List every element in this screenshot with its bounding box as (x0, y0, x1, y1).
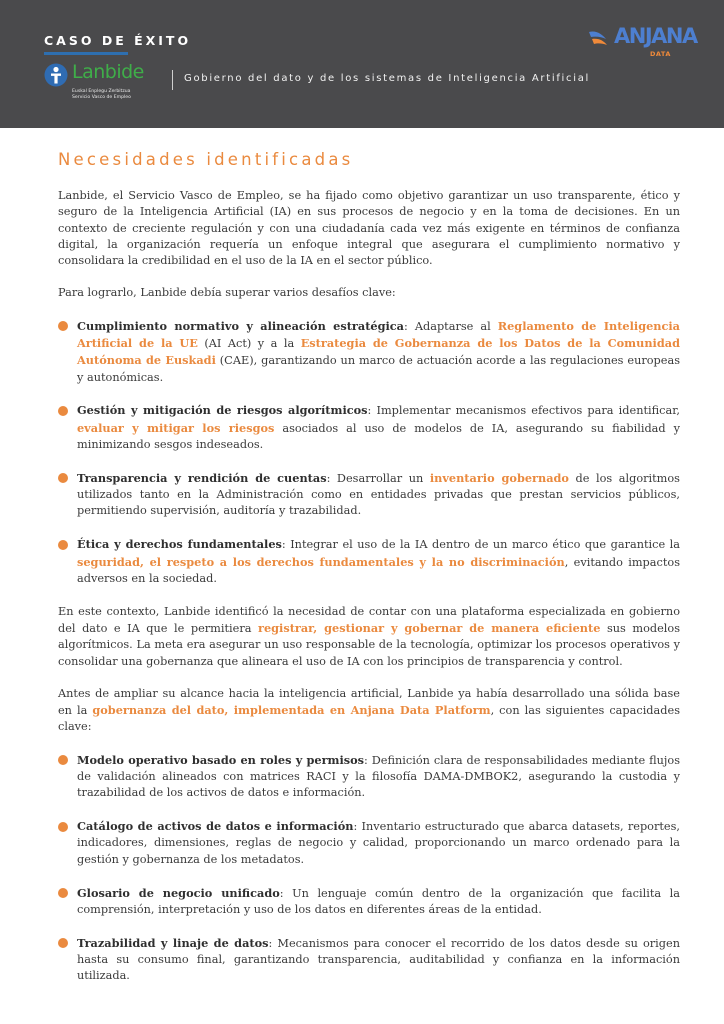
anjana-data-label: DATA (650, 50, 671, 58)
list-item (58, 402, 680, 453)
highlight-link: inventario gobernado (429, 470, 569, 485)
item-title: Catálogo de activos de datos e información (77, 819, 354, 834)
item-title: Glosario de negocio unificado (77, 885, 280, 900)
item-title: Transparencia y rendición de cuentas (77, 470, 327, 485)
item-text: : Un lenguaje común dentro de la organización que facilita la comprensión, interpretación y uso de los datos en diferentes áreas de la entidad. (77, 886, 680, 916)
list-item (58, 752, 680, 802)
list-item (58, 885, 680, 919)
bullet-dot-icon (58, 822, 68, 832)
bullet-dot-icon (58, 540, 68, 550)
section-title: Necesidades identificadas (58, 150, 354, 169)
list-item (58, 318, 680, 386)
item-title: Trazabilidad y linaje de datos (77, 935, 269, 950)
lanbide-tagline-es: Servicio Vasco de Empleo (72, 95, 131, 100)
bullet-dot-icon (58, 321, 68, 331)
lanbide-logo (44, 61, 144, 103)
item-title: Ética y derechos fundamentales (77, 537, 282, 552)
bullet-dot-icon (58, 406, 68, 416)
intro-paragraph: Lanbide, el Servicio Vasco de Empleo, se ha fijado como objetivo garantizar un uso transparente, ético y seguro de la Inteligencia Artificial (IA) en sus procesos de negocio y en la toma de decisiones. En un contexto de creciente regulación y con una ciudadanía cada vez más exigente en términos de confianza digital, la organización requería un enfoque integral que asegurara el cumplimiento normativo y consolidara la credibilidad en el uso de la IA en el sector público. (58, 189, 680, 268)
list-item (58, 536, 680, 587)
case-label: CASO DE ÉXITO (44, 33, 192, 48)
header-divider (172, 70, 173, 90)
case-label-underline (44, 52, 128, 55)
item-text: : Integrar el uso de la IA dentro de un marco ético que garantice la (281, 538, 681, 552)
main-content (58, 150, 680, 1001)
list-item (58, 470, 680, 520)
capabilities-list (58, 752, 680, 985)
bullet-dot-icon (58, 755, 68, 765)
lanbide-tagline-eu: Euskal Enplegu Zerbitzua (72, 89, 131, 94)
item-title: Modelo operativo basado en roles y permisos (77, 752, 365, 767)
header-banner (0, 0, 724, 128)
paragraph-text: , con las siguientes capacidades clave: (58, 704, 680, 734)
item-text: : Desarrollar un (326, 471, 430, 485)
highlight-link: gobernanza del dato, implementada en Anjana Data Platform (92, 703, 491, 718)
highlight-link: Estrategia de Gobernanza de los Datos de la Comunidad Autónoma de Euskadi (77, 336, 680, 368)
item-text: (CAE), garantizando un marco de actuación acorde a las regulaciones europeas y autonómicas. (77, 354, 680, 384)
challenges-list (58, 318, 680, 587)
item-text: : Definición clara de responsabilidades mediante flujos de validación alineados con matrices RACI y la filosofía DAMA-DMBOK2, asegurando la custodia y trazabilidad de los activos de datos e información. (77, 753, 680, 800)
item-title: Cumplimiento normativo y alineación estratégica (77, 318, 404, 333)
bullet-dot-icon (58, 888, 68, 898)
item-text: : Inventario estructurado que abarca datasets, reportes, indicadores, dimensiones, reglas de negocio y calidad, proporcionando un marco ordenado para la gestión y gobernanza de los metadatos. (77, 820, 680, 866)
person-figure-icon (44, 63, 68, 87)
base-paragraph (58, 686, 680, 736)
bullet-dot-icon (58, 938, 68, 948)
paragraph-text: Antes de ampliar su alcance hacia la inteligencia artificial, Lanbide ya había desarrollado una sólida base en la (58, 686, 680, 718)
list-item (58, 818, 680, 868)
highlight-link: evaluar y mitigar los riesgos (77, 420, 275, 435)
paragraph-text: En este contexto, Lanbide identificó la necesidad de contar con una plataforma especializada en gobierno del dato e IA que le permitiera (58, 604, 680, 635)
anjana-wordmark: ANJANA (614, 24, 697, 48)
anjana-logo (588, 22, 697, 62)
highlight-link: seguridad, el respeto a los derechos fundamentales y la no discriminación (77, 554, 565, 569)
challenges-lead: Para lograrlo, Lanbide debía superar varios desafíos clave: (58, 286, 396, 300)
item-title: Gestión y mitigación de riesgos algorítmicos (77, 403, 368, 418)
highlight-link: Reglamento de Inteligencia Artificial de la UE (77, 318, 680, 351)
lanbide-wordmark: Lanbide (72, 61, 144, 83)
item-text: (AI Act) y a la (197, 337, 301, 351)
item-text: asociados al uso de modelos de IA, asegurando su fiabilidad y minimizando sesgos indeseados. (77, 421, 680, 452)
header-subtitle: Gobierno del dato y de los sistemas de Inteligencia Artificial (184, 73, 591, 84)
item-text: de los algoritmos utilizados tanto en la Administración como en entidades privadas que prestan servicios públicos, permitiendo supervisión, auditoría y trazabilidad. (77, 471, 680, 518)
paragraph-text: sus modelos algorítmicos. La meta era asegurar un uso responsable de la tecnología, optimizar los procesos operativos y consolidar una gobernanza que alineara el uso de IA con los principios de transparencia y control. (58, 621, 681, 668)
item-text: : Mecanismos para conocer el recorrido de los datos desde su origen hasta su consumo final, garantizando transparencia, auditabilidad y confianza en la información utilizada. (77, 936, 680, 983)
bullet-dot-icon (58, 473, 68, 483)
item-text: , evitando impactos adversos en la sociedad. (77, 555, 680, 585)
item-text: : Implementar mecanismos efectivos para identificar, (367, 404, 680, 418)
context-paragraph (58, 604, 680, 670)
highlight-link: registrar, gestionar y gobernar de manera eficiente (258, 620, 601, 635)
item-text: : Adaptarse al (404, 319, 498, 333)
list-item (58, 935, 680, 985)
